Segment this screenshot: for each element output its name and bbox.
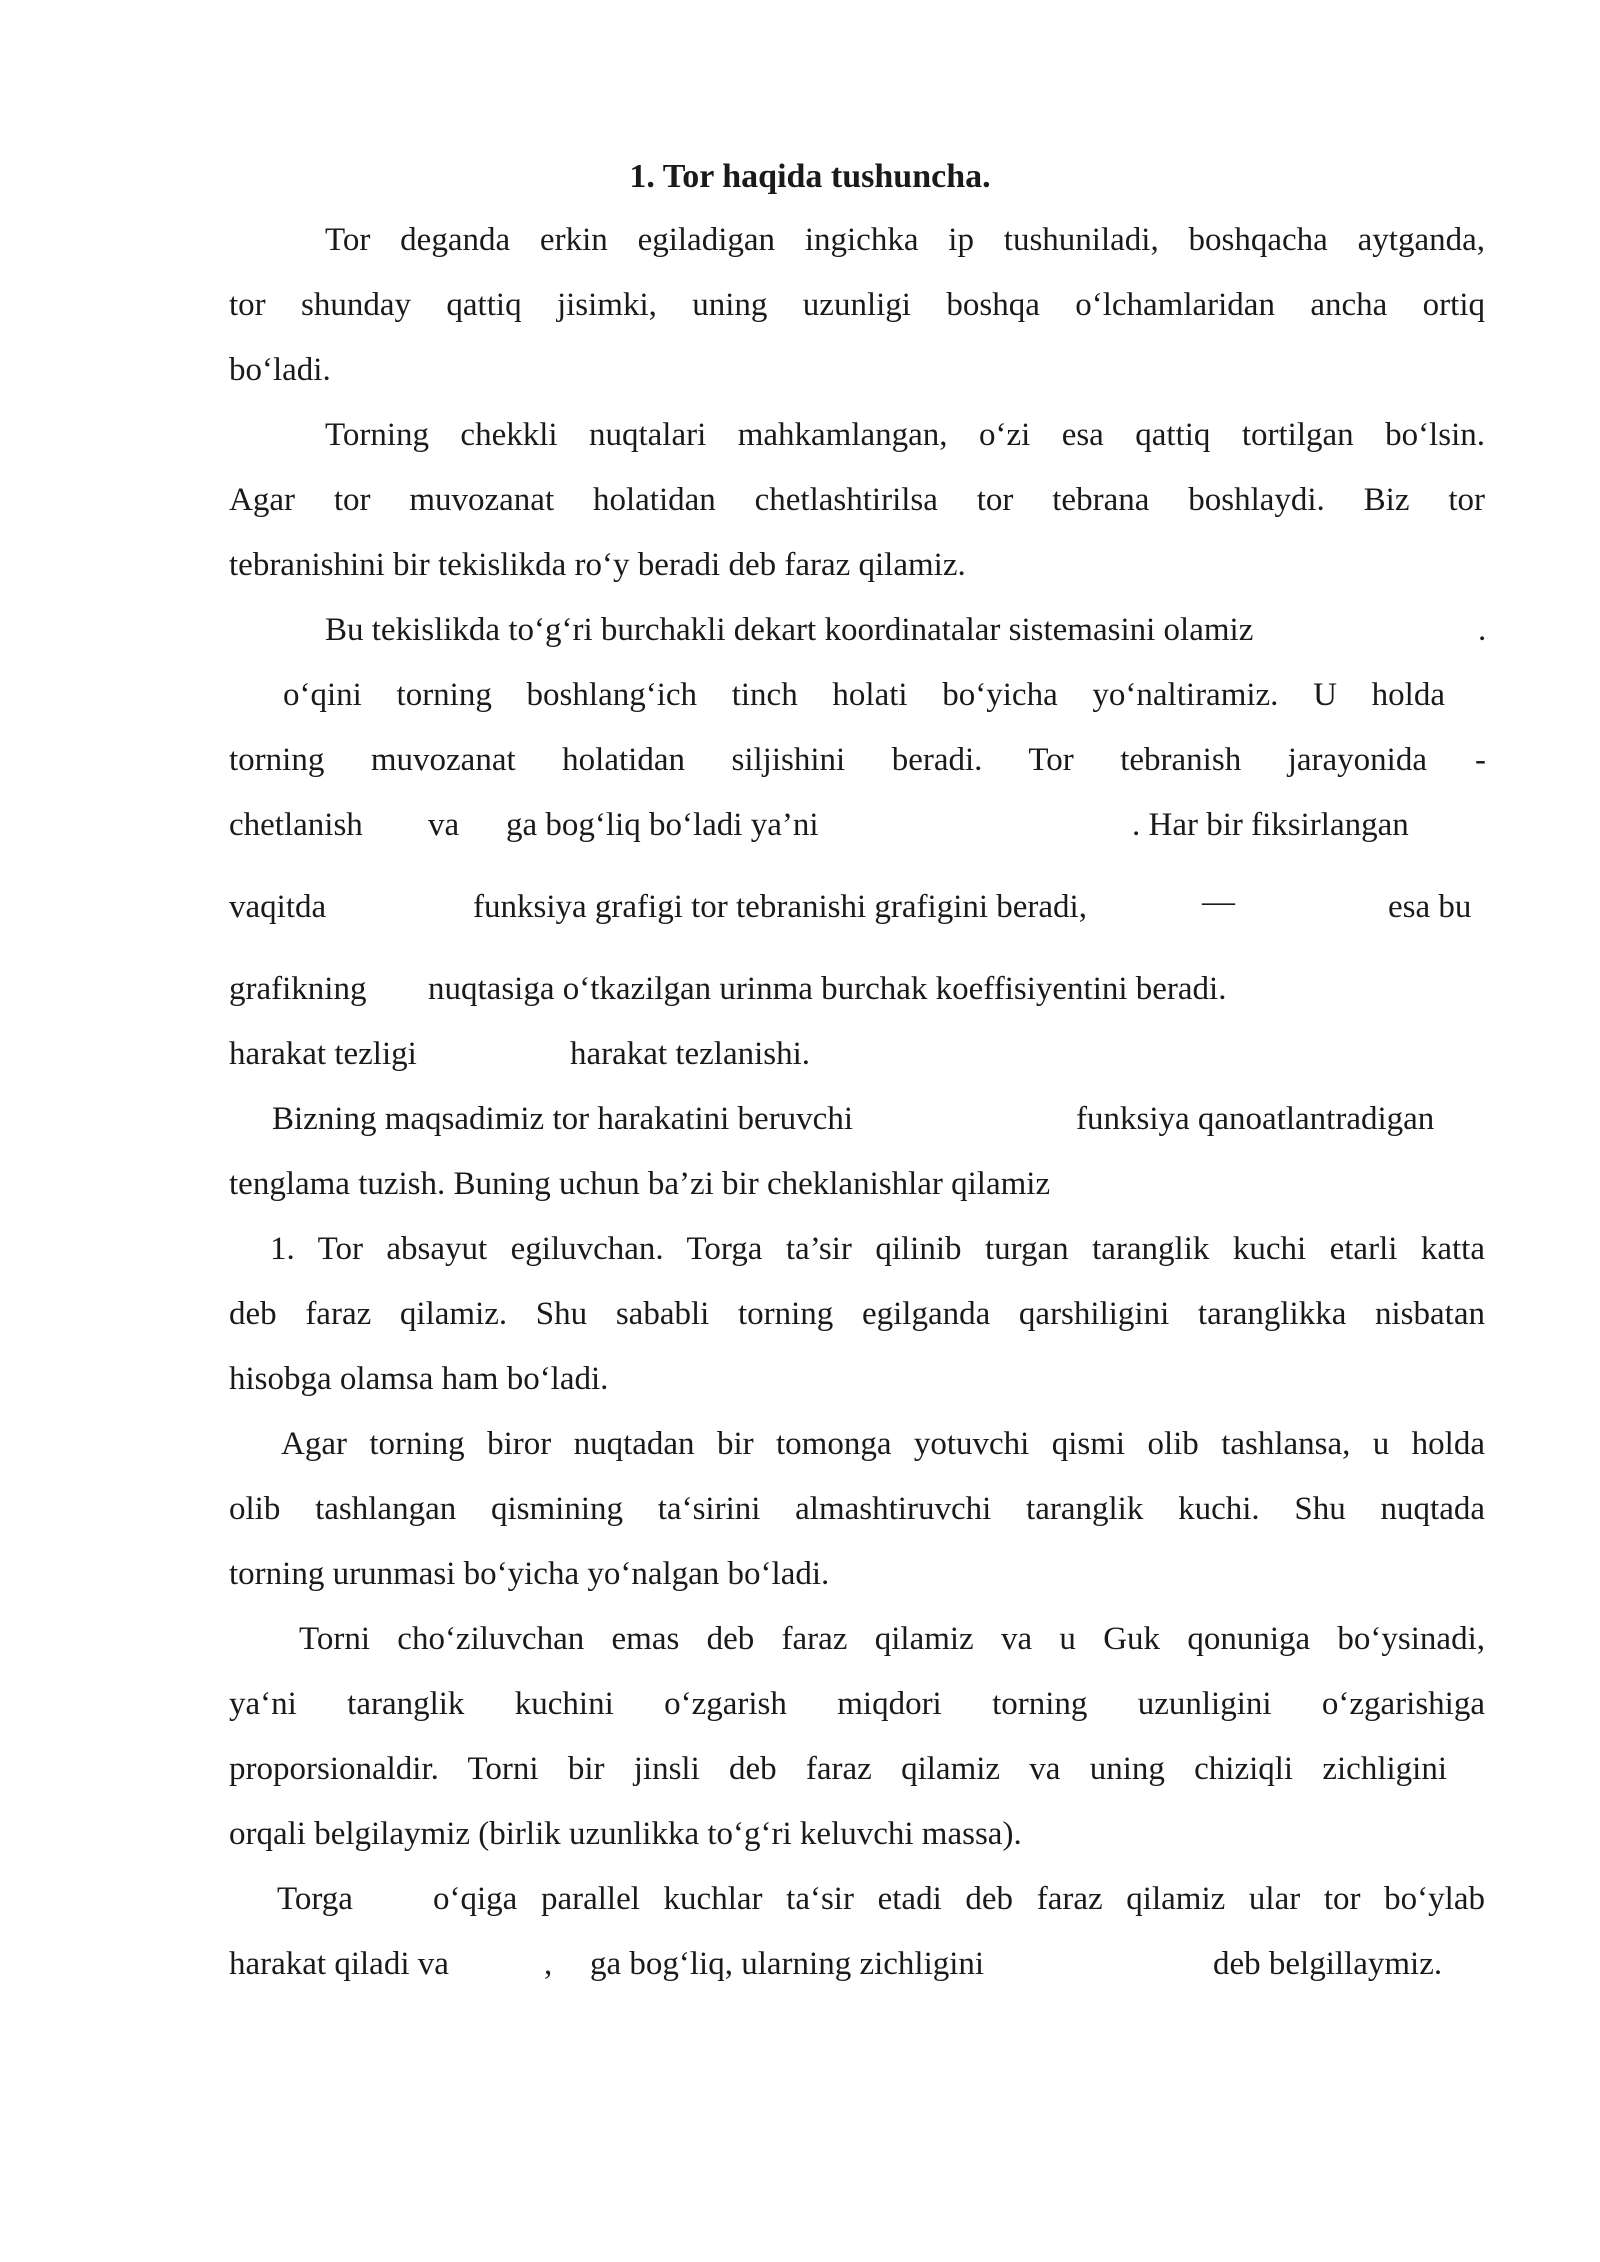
text-line: Torning chekkli nuqtalari mahkamlangan, o‘zi esa qattiq tortilgan bo‘lsin. xyxy=(325,417,1485,453)
text-segment: funksiya qanoatlantradigan xyxy=(1076,1101,1435,1137)
text-line: Torni cho‘ziluvchan emas deb faraz qilamiz va u Guk qonuniga bo‘ysinadi, xyxy=(299,1621,1485,1657)
text-line: torning urunmasi bo‘yicha yo‘nalgan bo‘ladi. xyxy=(229,1556,830,1592)
text-segment: . xyxy=(1478,612,1487,648)
text-line: olib tashlangan qismining ta‘sirini almashtiruvchi taranglik kuchi. Shu nuqtada xyxy=(229,1491,1485,1527)
text-segment: esa bu xyxy=(1388,889,1472,925)
text-line: Agar tor muvozanat holatidan chetlashtirilsa tor tebrana boshlaydi. Biz tor xyxy=(229,482,1485,518)
text-line: 1. Tor absayut egiluvchan. Torga ta’sir qilinib turgan taranglik kuchi etarli katta xyxy=(270,1231,1485,1267)
text-segment: chetlanish xyxy=(229,807,363,843)
text-segment: harakat qiladi va xyxy=(229,1946,449,1982)
text-line: torning muvozanat holatidan siljishini beradi. Tor tebranish jarayonida xyxy=(229,742,1427,778)
text-line: Tor deganda erkin egiladigan ingichka ip tushuniladi, boshqacha aytganda, xyxy=(325,222,1485,258)
text-segment: . Har bir fiksirlangan xyxy=(1132,807,1409,843)
text-segment: ga bog‘liq bo‘ladi ya’ni xyxy=(506,807,819,843)
text-segment: grafikning xyxy=(229,971,367,1007)
text-line: tenglama tuzish. Buning uchun ba’zi bir cheklanishlar qilamiz xyxy=(229,1166,1051,1202)
text-segment: - xyxy=(1475,742,1486,778)
text-segment: Torga xyxy=(277,1881,353,1917)
text-line: tor shunday qattiq jisimki, uning uzunligi boshqa o‘lchamlaridan ancha ortiq xyxy=(229,287,1485,323)
text-segment: , xyxy=(544,1946,553,1982)
text-segment: va xyxy=(428,807,460,843)
text-segment: funksiya grafigi tor tebranishi grafigini beradi, xyxy=(473,889,1087,925)
text-segment: vaqitda xyxy=(229,889,327,925)
text-line: orqali belgilaymiz (birlik uzunlikka to‘g‘ri keluvchi massa). xyxy=(229,1816,1022,1852)
text-segment: harakat tezlanishi. xyxy=(570,1036,811,1072)
text-line: Agar torning biror nuqtadan bir tomonga yotuvchi qismi olib tashlansa, u holda xyxy=(281,1426,1485,1462)
text-segment: nuqtasiga o‘tkazilgan urinma burchak koeffisiyentini beradi. xyxy=(428,971,1227,1007)
text-line: hisobga olamsa ham bo‘ladi. xyxy=(229,1361,609,1397)
text-segment: harakat tezligi xyxy=(229,1036,417,1072)
text-line: tebranishini bir tekislikda ro‘y beradi deb faraz qilamiz. xyxy=(229,547,966,583)
text-segment: — xyxy=(1202,884,1235,920)
text-segment: ga bog‘liq, ularning zichligini xyxy=(590,1946,985,1982)
page-title: 1. Tor haqida tushuncha. xyxy=(629,158,991,195)
text-line: bo‘ladi. xyxy=(229,352,331,388)
text-line: proporsionaldir. Torni bir jinsli deb faraz qilamiz va uning chiziqli zichligini xyxy=(229,1751,1447,1787)
text-line: ya‘ni taranglik kuchini o‘zgarish miqdori torning uzunligini o‘zgarishiga xyxy=(229,1686,1485,1722)
text-line: deb faraz qilamiz. Shu sababli torning egilganda qarshiligini taranglikka nisbatan xyxy=(229,1296,1485,1332)
text-line: o‘qiga parallel kuchlar ta‘sir etadi deb faraz qilamiz ular tor bo‘ylab xyxy=(433,1881,1485,1917)
text-segment: Bu tekislikda to‘g‘ri burchakli dekart koordinatalar sistemasini olamiz xyxy=(325,612,1254,648)
text-line: o‘qini torning boshlang‘ich tinch holati bo‘yicha yo‘naltiramiz. U holda xyxy=(283,677,1445,713)
text-segment: deb belgillaymiz. xyxy=(1213,1946,1443,1982)
text-segment: Bizning maqsadimiz tor harakatini beruvchi xyxy=(272,1101,853,1137)
